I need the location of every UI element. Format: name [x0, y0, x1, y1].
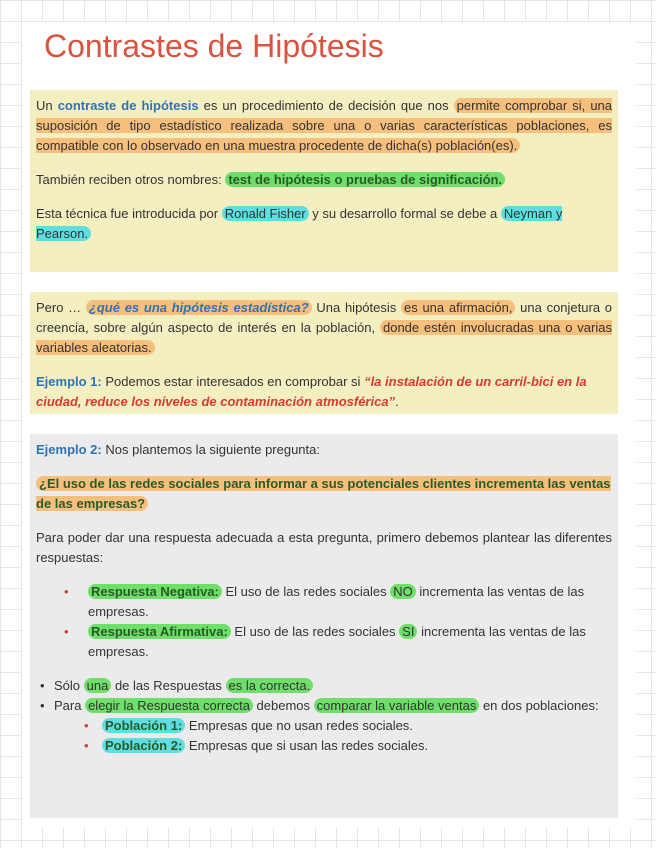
text: El uso de las redes sociales — [230, 624, 400, 639]
authors-paragraph — [36, 204, 612, 244]
text: y su desarrollo formal se debe a — [308, 206, 501, 221]
text: una conjetura o creencia, sobre algún aspecto de interés en la población, — [36, 300, 613, 335]
text: . — [395, 394, 399, 409]
text: Podemos estar interesados en comprobar si — [101, 374, 365, 389]
text: debemos — [252, 698, 314, 713]
example2-question — [36, 474, 612, 514]
answer-key: NO — [390, 584, 416, 599]
list-item — [88, 622, 612, 662]
text: es un procedimiento de decisión que nos — [198, 98, 454, 113]
other-names-paragraph — [36, 170, 612, 190]
text: en dos poblaciones: — [479, 698, 599, 713]
example1-label: Ejemplo 1: — [36, 374, 102, 389]
highlight-una: una — [84, 678, 112, 693]
population-label: Población 2: — [102, 738, 185, 753]
answer-key: SI — [399, 624, 417, 639]
slide-page — [22, 22, 636, 828]
list-item — [102, 736, 612, 756]
hypothesis-paragraph — [36, 298, 612, 358]
highlight-fisher: Ronald Fisher — [222, 206, 309, 221]
term-contraste: contraste de hipótesis — [57, 98, 199, 113]
text: Para — [54, 698, 86, 713]
highlight-variables: donde estén involucradas una o varias variables aleatorias. — [36, 320, 612, 355]
text: Empresas que si usan las redes sociales. — [185, 738, 429, 753]
text: Esta técnica fue introducida por — [36, 206, 222, 221]
text: Nos plantemos la siguiente pregunta: — [101, 442, 320, 457]
list-item — [88, 582, 612, 622]
text: El uso de las redes sociales — [221, 584, 391, 599]
text: de las Respuestas — [111, 678, 226, 693]
highlight-other-names: test de hipótesis o pruebas de significación. — [225, 172, 505, 187]
highlight-question: ¿El uso de las redes sociales para informar a sus potenciales clientes incrementa las ventas de las empresas? — [36, 476, 611, 511]
example1-paragraph — [36, 372, 612, 412]
populations-list — [54, 716, 612, 756]
answer-label: Respuesta Afirmativa: — [88, 624, 231, 639]
population-label: Población 1: — [102, 718, 185, 733]
hypothesis-box — [30, 292, 618, 414]
text: incrementa las ventas de las empresas. — [88, 584, 585, 619]
example2-label: Ejemplo 2: — [36, 442, 102, 457]
text: Un — [36, 98, 58, 113]
bullets-list — [36, 676, 612, 756]
text: Empresas que no usan redes sociales. — [185, 718, 413, 733]
example1-quote: “la instalación de un carril-bici en la ciudad, reduce los niveles de contaminación atmosférica” — [36, 374, 587, 409]
list-item — [54, 676, 612, 696]
example2-box — [30, 434, 618, 818]
text: También reciben otros nombres: — [36, 172, 226, 187]
example2-paragraph: Para poder dar una respuesta adecuada a esta pregunta, primero debemos plantear las diferentes respuestas: — [36, 530, 612, 565]
text: Pero … — [36, 300, 86, 315]
text: Una hipótesis — [311, 300, 401, 315]
list-item — [102, 716, 612, 736]
example2-intro — [36, 440, 612, 460]
highlight-afirmacion: es una afirmación, — [401, 300, 515, 315]
highlight-neyman-pearson: Neyman y Pearson. — [36, 206, 563, 241]
answers-list — [36, 582, 612, 662]
text: incrementa las ventas de las empresas. — [88, 624, 586, 659]
highlight-comparar: comparar la variable ventas — [314, 698, 480, 713]
answer-label: Respuesta Negativa: — [88, 584, 222, 599]
highlight-correcta: es la correcta. — [226, 678, 314, 693]
highlight-question: ¿qué es una hipótesis estadística? — [86, 300, 312, 315]
definition-box — [30, 90, 618, 272]
definition-paragraph — [36, 96, 612, 156]
list-item — [54, 696, 612, 756]
page-title: Contrastes de Hipótesis — [44, 28, 384, 64]
highlight-elegir: elegir la Respuesta correcta — [85, 698, 253, 713]
text: Sólo — [54, 678, 84, 693]
highlight-definition: permite comprobar si, una suposición de tipo estadístico realizada sobre una o varias características poblaciones, es compatible con lo observado en una muestra procedente de dicha(s) población(es). — [36, 98, 613, 153]
